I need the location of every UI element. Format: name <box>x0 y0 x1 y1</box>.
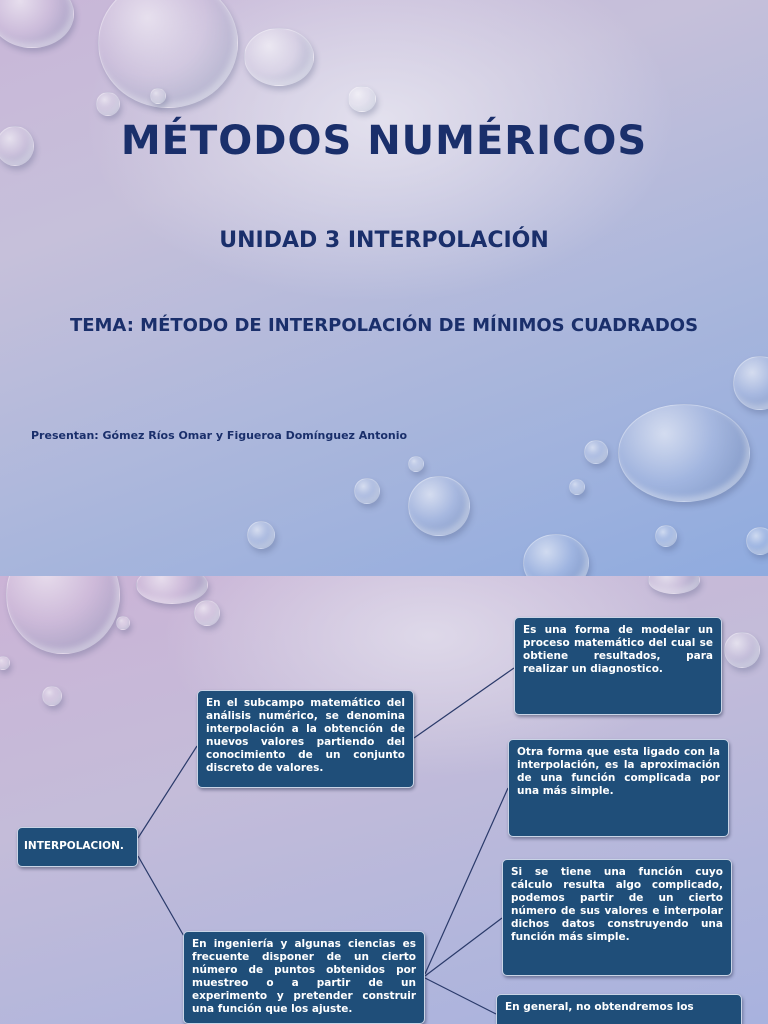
water-drop <box>96 92 120 116</box>
detail-node-2: Otra forma que esta ligado con la interpolación, es la aproximación de una función complicada por una más simple. <box>508 739 729 837</box>
water-drop <box>408 476 470 536</box>
water-drop <box>618 404 750 502</box>
water-drop <box>523 534 589 576</box>
water-drop <box>354 478 380 504</box>
water-drop <box>746 527 768 555</box>
detail-node-3: Si se tiene una función cuyo cálculo resulta algo complicado, podemos partir de un cierto número de sus valores e interpolar dichos datos construyendo una función más simple. <box>502 859 732 976</box>
water-drop <box>150 88 166 104</box>
water-drop <box>98 0 238 108</box>
water-drop <box>655 525 677 547</box>
water-drop <box>348 86 376 112</box>
detail-node-4: En general, no obtendremos los <box>496 994 742 1024</box>
topic-title: TEMA: MÉTODO DE INTERPOLACIÓN DE MÍNIMOS CUADRADOS <box>69 315 699 336</box>
water-drop <box>244 28 314 86</box>
water-drop <box>584 440 608 464</box>
concept-node-interpolacion: INTERPOLACION. <box>17 827 138 867</box>
water-drop <box>0 0 74 48</box>
page-title: MÉTODOS NUMÉRICOS <box>120 118 648 164</box>
presenters-text: Presentan: Gómez Ríos Omar y Figueroa Domínguez Antonio <box>31 429 408 442</box>
detail-node-1: Es una forma de modelar un proceso matemático del cual se obtiene resultados, para realizar un diagnostico. <box>514 617 722 715</box>
water-drop <box>569 479 585 495</box>
definition-node: En el subcampo matemático del análisis numérico, se denomina interpolación a la obtención de nuevos valores partiendo del conocimiento de un conjunto discreto de valores. <box>197 690 414 788</box>
water-drop <box>733 356 768 410</box>
concept-map-slide <box>0 576 768 1024</box>
water-drop <box>247 521 275 549</box>
unit-title: UNIDAD 3 INTERPOLACIÓN <box>219 228 549 253</box>
water-drop <box>408 456 424 472</box>
engineering-node: En ingeniería y algunas ciencias es frecuente disponer de un cierto número de puntos obtenidos por muestreo o a partir de un experimento y pretender construir una función que los ajuste. <box>183 931 425 1024</box>
